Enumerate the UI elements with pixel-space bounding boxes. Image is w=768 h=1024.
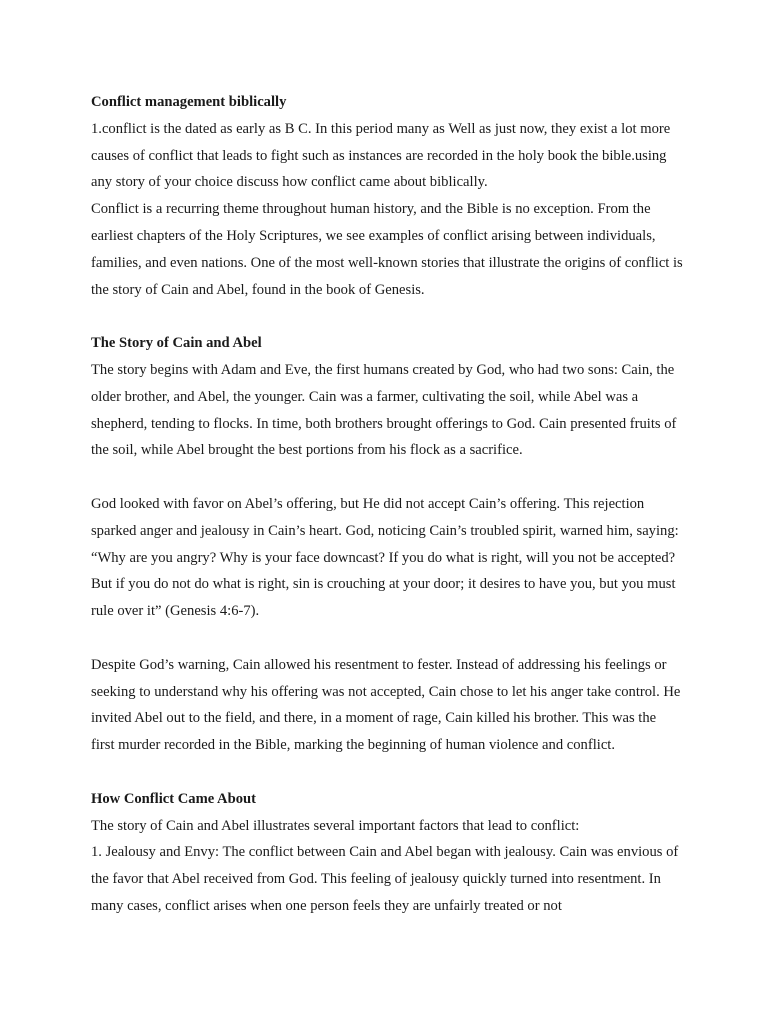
- story-paragraph: God looked with favor on Abel’s offering, but He did not accept Cain’s offering. This rejection sparked anger and jealousy in Cain’s heart. God, noticing Cain’s troubled spirit, warned him, saying: “Why are you angry? Why is your face downcast? If you do what is right, will you not be accepted? But if you do not do what is right, sin is crouching at your door; it desires to have you, but you must rule over it” (Genesis 4:6-7).: [91, 495, 679, 620]
- story-paragraph: The story begins with Adam and Eve, the first humans created by God, who had two sons: Cain, the older brother, and Abel, the younger. Cain was a farmer, cultivating the soil, while Abel was a shepherd, tending to flocks. In time, both brothers brought offerings to God. Cain presented fruits of the soil, while Abel brought the best portions from his flock as a sacrifice.: [91, 361, 677, 459]
- paragraph-spacer: [91, 303, 683, 330]
- intro-paragraph: Conflict is a recurring theme throughout human history, and the Bible is no exception. From the earliest chapters of the Holy Scriptures, we see examples of conflict arising between individuals, families, and even nations. One of the most well-known stories that illustrate the origins of conflict is the story of Cain and Abel, found in the book of Genesis.: [91, 201, 683, 298]
- list-item: 1. Jealousy and Envy: The conflict between Cain and Abel began with jealousy. Cain was envious of the favor that Abel received from God. This feeling of jealousy quickly turned into resentment. In many cases, conflict arises when one person feels they are unfairly treated or not: [91, 844, 679, 914]
- section-heading-how-conflict: How Conflict Came About: [91, 790, 256, 807]
- paragraph-spacer: [91, 464, 683, 491]
- section-heading-cain-abel: The Story of Cain and Abel: [91, 335, 262, 352]
- story-paragraph: Despite God’s warning, Cain allowed his resentment to fester. Instead of addressing his feelings or seeking to understand why his offering was not accepted, Cain chose to let his anger take control. He invited Abel out to the field, and there, in a moment of rage, Cain killed his brother. This was the first murder recorded in the Bible, marking the beginning of human violence and conflict.: [91, 656, 681, 754]
- section-intro-paragraph: The story of Cain and Abel illustrates several important factors that lead to conflict:: [91, 817, 580, 834]
- paragraph-spacer: [91, 759, 683, 786]
- question-paragraph: 1.conflict is the dated as early as B C. In this period many as Well as just now, they exist a lot more causes of conflict that leads to fight such as instances are recorded in the holy book the bible.using any story of your choice discuss how conflict came about biblically.: [91, 120, 671, 191]
- document-title: Conflict management biblically: [91, 94, 287, 110]
- paragraph-spacer: [91, 625, 683, 652]
- document-page: [91, 89, 683, 920]
